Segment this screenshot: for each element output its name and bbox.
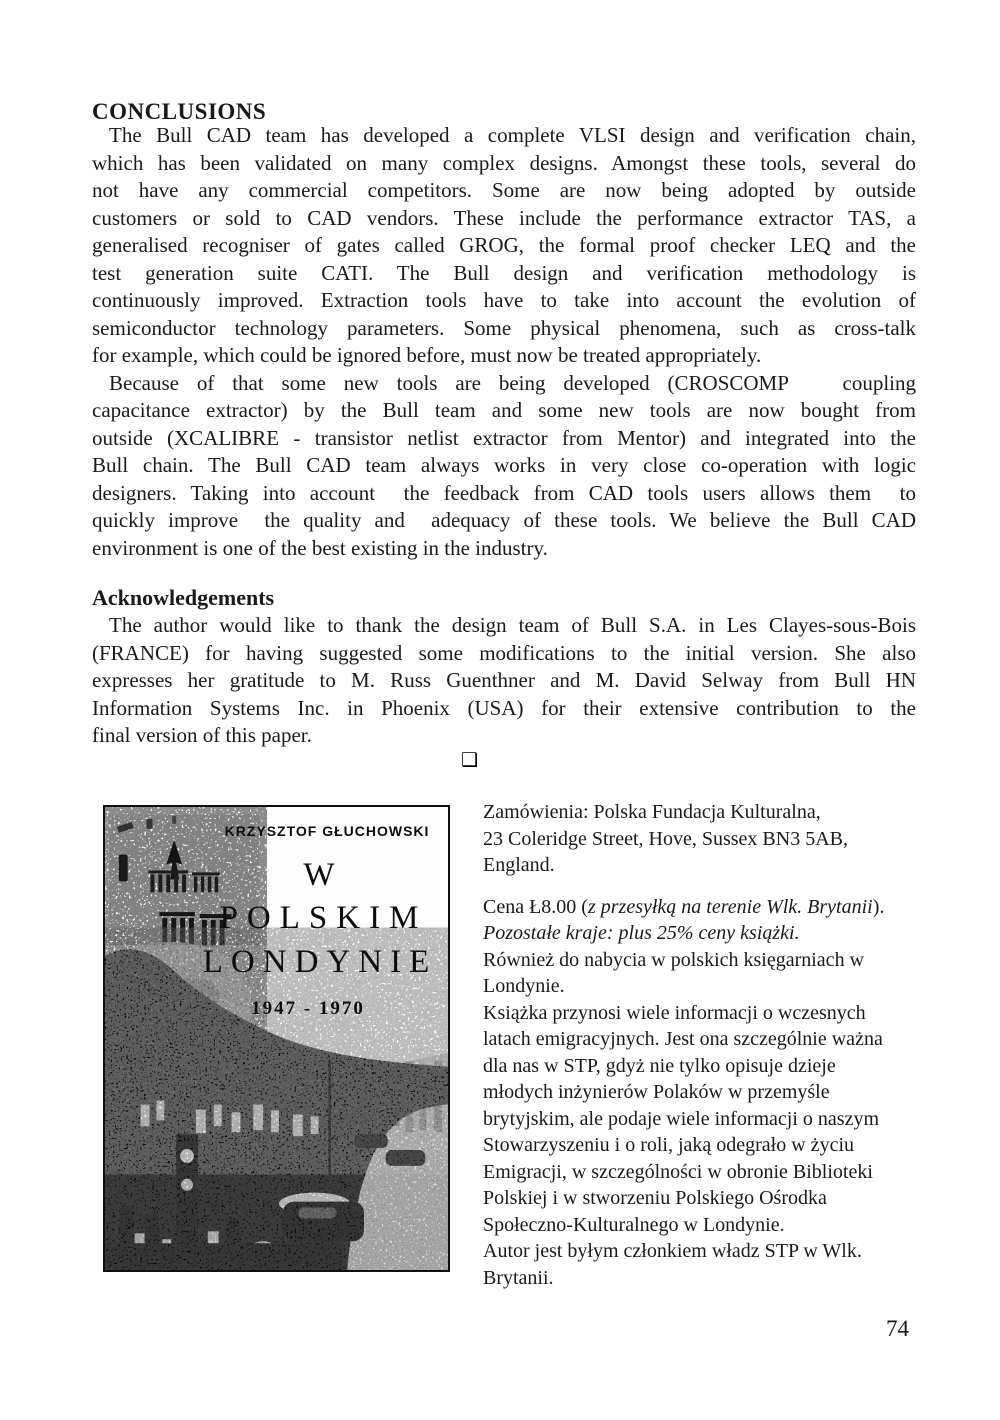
price-note: Pozostałe kraje: plus 25% ceny książki.	[483, 922, 800, 944]
book-author: KRZYSZTOF GŁUCHOWSKI	[224, 823, 430, 839]
text-line: environment is one of the best existing in the industry.	[92, 535, 548, 560]
info-line: Społeczno-Kulturalnego w Londynie.	[483, 1213, 785, 1236]
price-italic: z przesyłką na terenie Wlk. Brytanii	[587, 895, 873, 918]
text-line: quickly improve the quality and adequacy of these tools. We believe the Bull CAD	[92, 508, 916, 532]
info-line: brytyjskim, ale podaje wiele informacji o naszym	[483, 1107, 879, 1130]
text-line: The Bull CAD team has developed a complete VLSI design and verification chain,	[109, 123, 916, 147]
acknowledgements-body	[92, 612, 916, 750]
text-line: for example, which could be ignored before, must now be treated appropriately.	[92, 343, 762, 367]
text-line: generalised recogniser of gates called GROG, the formal proof checker LEQ and the	[92, 233, 916, 257]
info-line: Zamówienia: Polska Fundacja Kulturalna,	[483, 801, 821, 823]
text-line: continuously improved. Extraction tools have to take into account the evolution of	[92, 288, 916, 312]
text-line: Bull chain. The Bull CAD team always works in very close co-operation with logic	[92, 453, 916, 477]
text-line: customers or sold to CAD vendors. These include the performance extractor TAS, a	[92, 205, 916, 230]
text-line: semiconductor technology parameters. Some physical phenomena, such as cross-talk	[92, 315, 916, 340]
info-line: Stowarzyszeniu i o roli, jaką odegrało w życiu	[483, 1134, 854, 1156]
info-line: Brytanii.	[483, 1266, 554, 1289]
text-line: expresses her gratitude to M. Russ Guenthner and M. David Selway from Bull HN	[92, 668, 916, 692]
info-line: latach emigracyjnych. Jest ona szczególnie ważna	[483, 1028, 883, 1050]
text-line: test generation suite CATI. The Bull design and verification methodology is	[92, 260, 916, 285]
text-line: Information Systems Inc. in Phoenix (USA) for their extensive contribution to the	[92, 695, 916, 720]
price-prefix: Cena Ł8.00 (	[483, 895, 588, 918]
end-of-article-square-icon: ❑	[461, 749, 479, 771]
book-title-line-3: LONDYNIE	[202, 944, 438, 980]
text-line: not have any commercial competitors. Some are now being adopted by outside	[92, 178, 916, 202]
text-line: The author would like to thank the design team of Bull S.A. in Les Clayes-sous-Bois	[109, 613, 916, 637]
text-line: final version of this paper.	[92, 723, 312, 747]
book-info-column	[483, 799, 931, 1291]
text-line: Because of that some new tools are being developed (CROSCOMP coupling	[109, 370, 916, 395]
blank-line	[483, 879, 931, 894]
conclusions-heading: CONCLUSIONS	[92, 99, 267, 124]
book-title-line-1: W	[303, 857, 337, 893]
info-line: Książka przynosi wiele informacji o wczesnych	[483, 1001, 866, 1024]
book-years: 1947 - 1970	[251, 998, 365, 1019]
info-line: Emigracji, w szczególności w obronie Biblioteki	[483, 1160, 873, 1183]
info-line: Londynie.	[483, 975, 565, 997]
info-line: młodych inżynierów Polaków w przemyśle	[483, 1081, 830, 1103]
text-line: capacitance extractor) by the Bull team and some new tools are now bought from	[92, 398, 916, 422]
text-line: which has been validated on many complex designs. Amongst these tools, several do	[92, 150, 916, 175]
info-line: Autor jest byłym członkiem władz STP w Wlk.	[483, 1240, 862, 1262]
text-line: (FRANCE) for having suggested some modifications to the initial version. She also	[92, 640, 916, 665]
acknowledgements-heading: Acknowledgements	[92, 585, 275, 610]
info-line: Polskiej i w stworzeniu Polskiego Ośrodka	[483, 1187, 827, 1209]
info-line: 23 Coleridge Street, Hove, Sussex BN3 5AB,	[483, 827, 848, 850]
text-line: outside (XCALIBRE - transistor netlist extractor from Mentor) and integrated into the	[92, 425, 916, 450]
info-line: Również do nabycia w polskich księgarniach w	[483, 948, 865, 971]
page-number: 74	[886, 1316, 909, 1341]
info-line: England.	[483, 854, 555, 876]
book-title-line-2: POLSKIM	[219, 900, 428, 936]
price-line	[483, 894, 931, 921]
text-line: designers. Taking into account the feedback from CAD tools users allows them to	[92, 480, 916, 505]
conclusions-body	[92, 122, 916, 562]
price-suffix: ).	[872, 895, 885, 918]
book-cover	[103, 805, 450, 1272]
info-line: dla nas w STP, gdyż nie tylko opisuje dzieje	[483, 1054, 836, 1077]
